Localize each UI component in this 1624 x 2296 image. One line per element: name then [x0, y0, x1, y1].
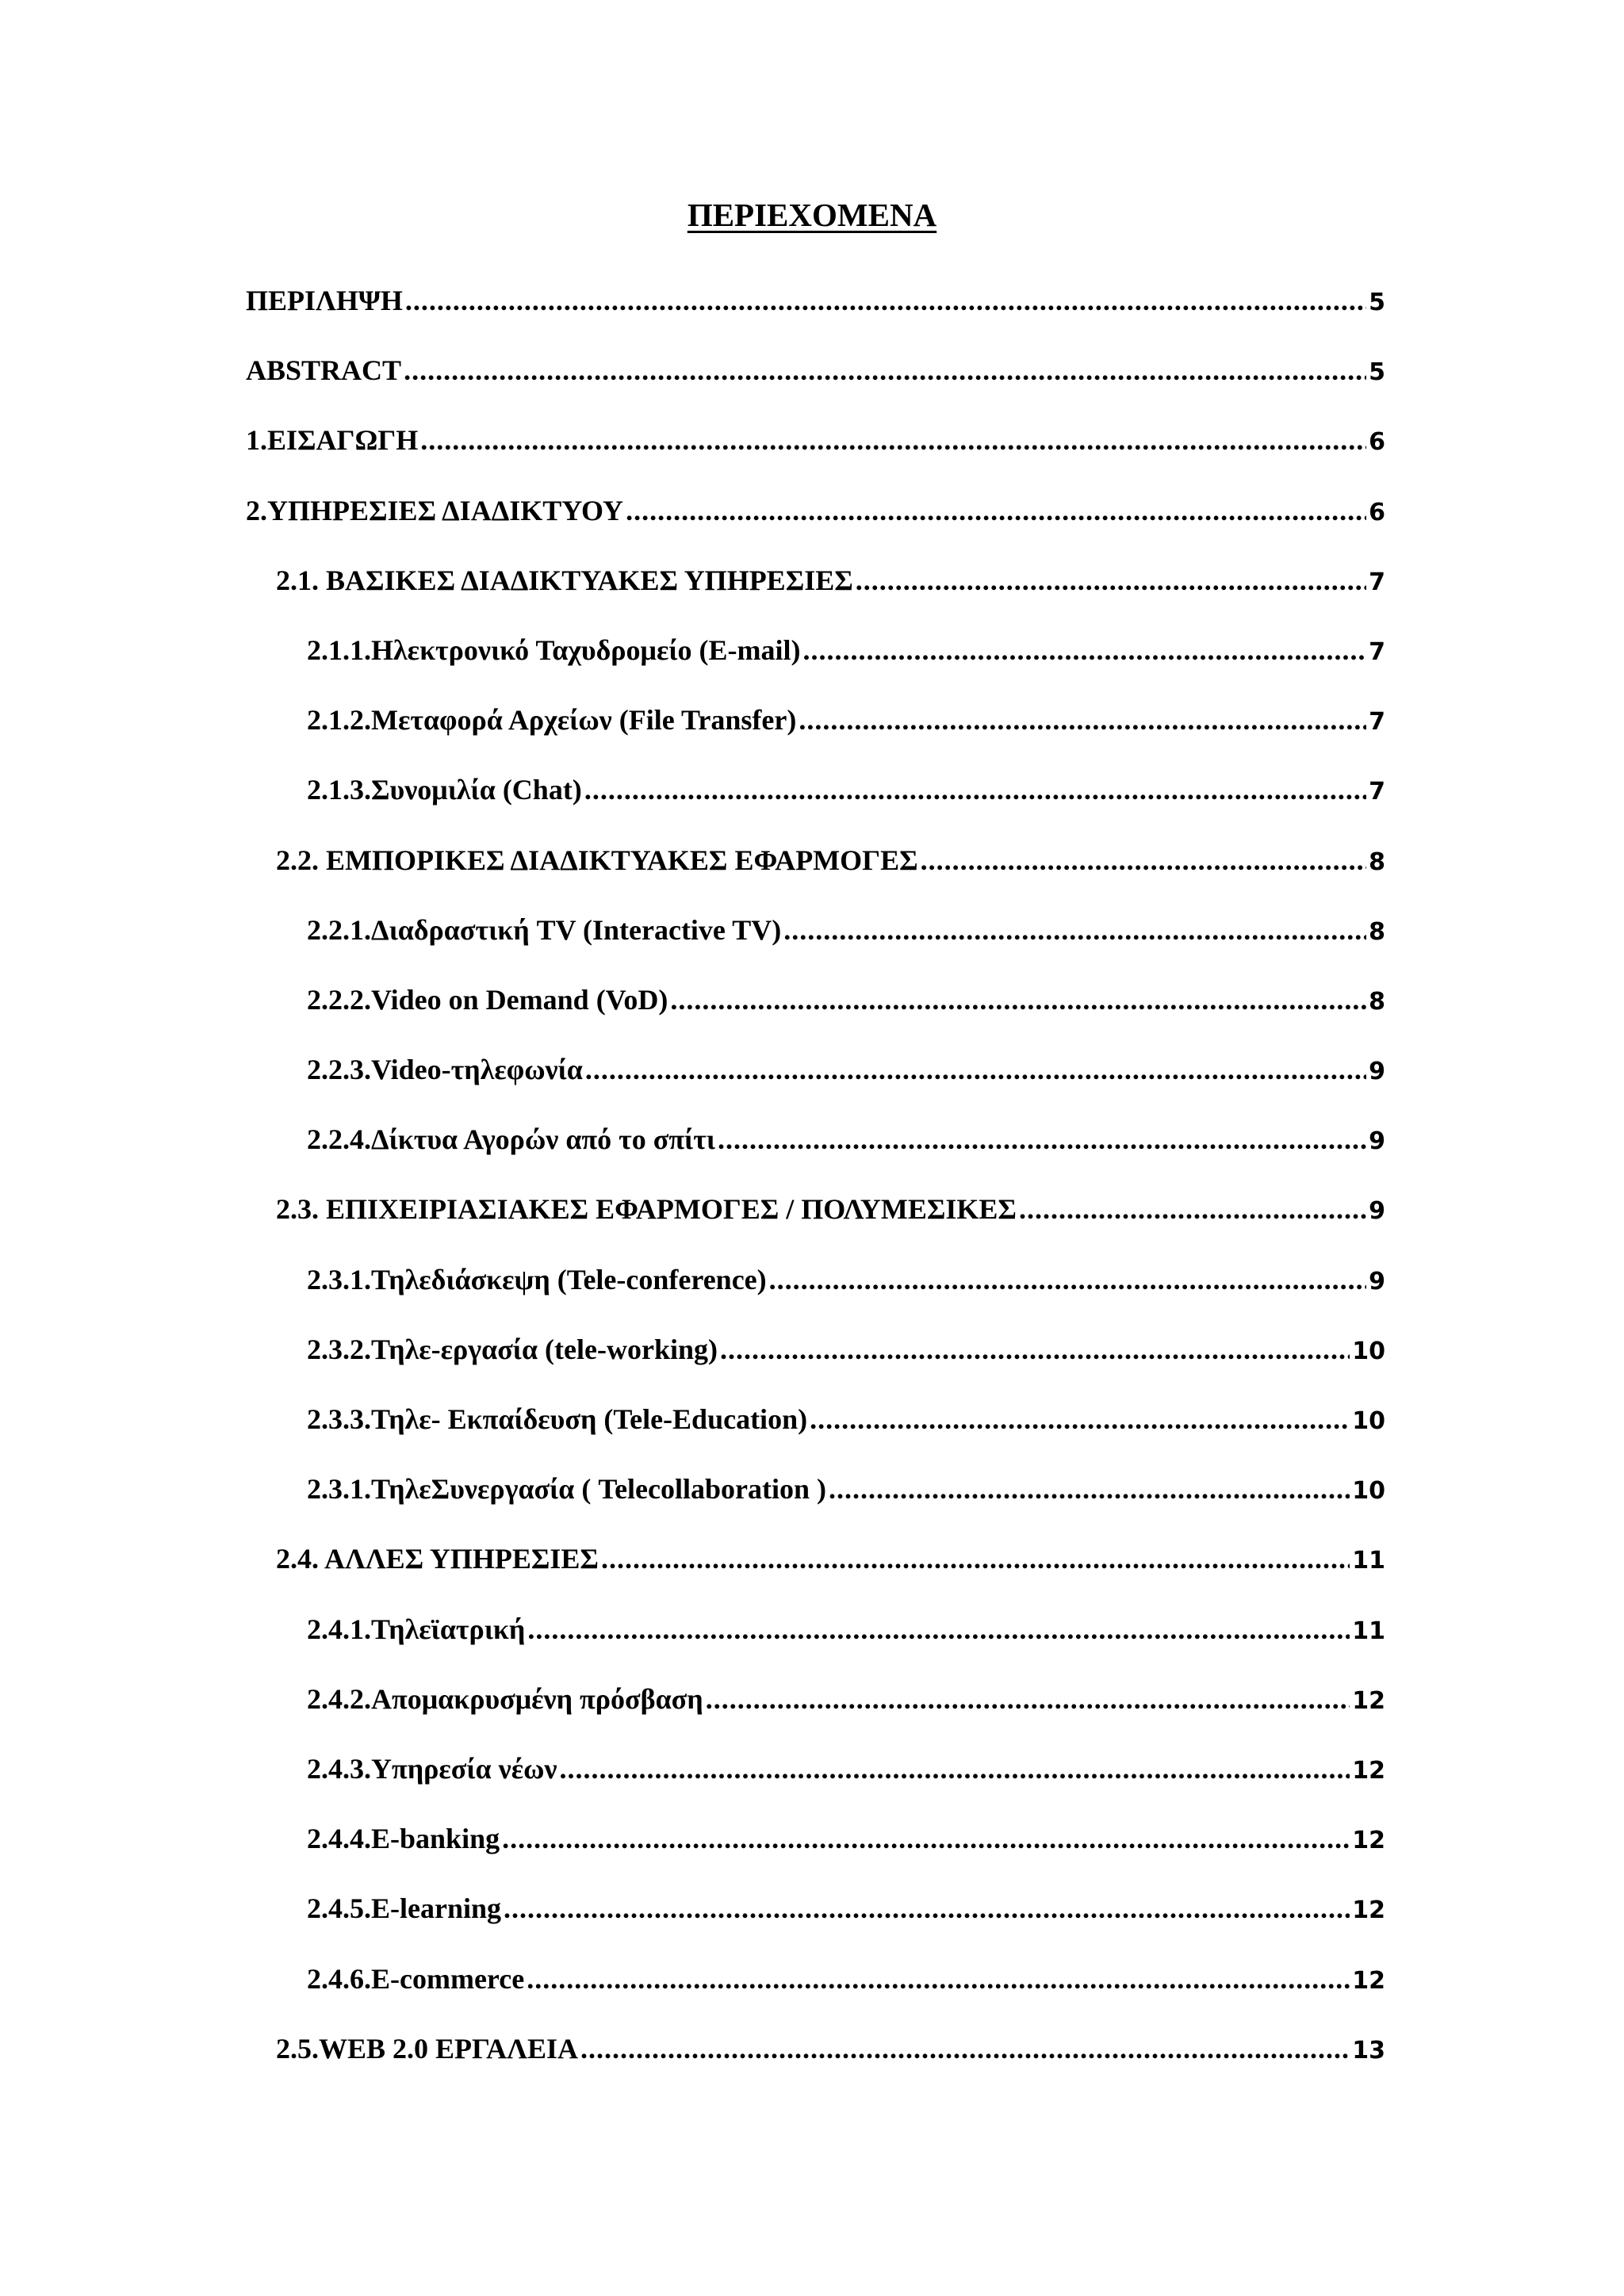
toc-entry[interactable]: [276, 2029, 1385, 2099]
toc-entry-label: ABSTRACT: [246, 354, 402, 387]
toc-entry-label: ΠΕΡΙΛΗΨΗ: [246, 285, 403, 316]
toc-entry-page-number: 9: [1369, 1197, 1385, 1226]
dot-leader: [706, 1679, 1350, 1719]
toc-entry-label: 2.3.1.Τηλεδιάσκεψη (Tele-conference): [307, 1263, 767, 1295]
toc-entry-label: 1.ΕΙΣΑΓΩΓΗ: [246, 424, 419, 457]
toc-entry-page-number: 9: [1369, 1127, 1385, 1156]
toc-entry-label: 2.4.2.Απομακρυσμένη πρόσβαση: [307, 1682, 703, 1715]
toc-entry-page-number: 12: [1352, 1756, 1385, 1785]
toc-entry-page-number: 13: [1352, 2036, 1385, 2064]
toc-entry-label: 2.2.3.Video-τηλεφωνία: [307, 1054, 583, 1086]
toc-entry-page-number: 11: [1352, 1547, 1385, 1575]
toc-entry[interactable]: [307, 1050, 1385, 1119]
dot-leader: [504, 1888, 1350, 1928]
toc-entry-label: 2.4.1.Τηλεϊατρική: [307, 1613, 526, 1645]
dot-leader: [769, 1260, 1366, 1299]
toc-entry[interactable]: [307, 1330, 1385, 1399]
toc-entry-label: 2.1.3.Συνομιλία (Chat): [307, 774, 582, 806]
toc-entry-label: 2.2.1.Διαδραστική TV (Interactive TV): [307, 913, 782, 946]
toc-entry[interactable]: [307, 1819, 1385, 1888]
toc-entry-label: 2.4. ΑΛΛΕΣ ΥΠΗΡΕΣΙΕΣ: [276, 1543, 599, 1575]
toc-entry-page-number: 7: [1369, 637, 1385, 666]
dot-leader: [404, 350, 1366, 390]
dot-leader: [626, 491, 1366, 530]
toc-entry[interactable]: [276, 561, 1385, 630]
toc-entry-label: 2.3.1.ΤηλεΣυνεργασία ( Telecollaboration ): [307, 1473, 827, 1506]
toc-entry-page-number: 5: [1369, 358, 1385, 387]
dot-leader: [856, 561, 1366, 600]
toc-entry-page-number: 10: [1352, 1337, 1385, 1365]
toc-entry-page-number: 7: [1369, 708, 1385, 737]
toc-entry-label: 2.4.3.Υπηρεσία νέων: [307, 1752, 557, 1785]
page-title: ΠΕΡΙΕΧΟΜΕΝΑ: [687, 197, 937, 233]
toc-entry-label: 2.3.3.Τηλε- Εκπαίδευση (Tele-Education): [307, 1403, 808, 1435]
toc-entry-page-number: 9: [1369, 1058, 1385, 1086]
dot-leader: [829, 1469, 1350, 1509]
toc-entry-page-number: 8: [1369, 987, 1385, 1016]
toc-entry-label: 2.3.2.Τηλε-εργασία (tele-working): [307, 1333, 718, 1365]
toc-entry-label: 2.1.1.Ηλεκτρονικό Ταχυδρομείο (E-mail): [307, 633, 801, 666]
toc-entry-page-number: 8: [1369, 848, 1385, 876]
toc-entry[interactable]: [307, 1749, 1385, 1819]
dot-leader: [560, 1749, 1350, 1789]
dot-leader: [810, 1399, 1350, 1439]
dot-leader: [718, 1119, 1366, 1159]
toc-entry-label: 2.2.4.Δίκτυα Αγορών από το σπίτι: [307, 1123, 715, 1156]
toc-entry[interactable]: [246, 491, 1385, 561]
toc-entry[interactable]: [276, 1539, 1385, 1609]
toc-entry[interactable]: [307, 770, 1385, 840]
toc-entry-page-number: 12: [1352, 1827, 1385, 1855]
dot-leader: [783, 910, 1366, 950]
toc-entry[interactable]: [246, 350, 1385, 420]
toc-entry-label: 2.4.4.E-banking: [307, 1823, 500, 1855]
toc-entry[interactable]: [246, 420, 1385, 490]
toc-entry-label: 2.2.2.Video on Demand (VoD): [307, 983, 668, 1016]
toc-entry-label: 2.2. ΕΜΠΟΡΙΚΕΣ ΔΙΑΔΙΚΤΥΑΚΕΣ ΕΦΑΡΜΟΓΕΣ: [276, 844, 918, 876]
toc-entry-page-number: 5: [1369, 289, 1385, 316]
dot-leader: [584, 770, 1366, 809]
table-of-contents: [0, 281, 1624, 2099]
toc-entry[interactable]: [307, 910, 1385, 980]
toc-entry-label: 2.4.6.E-commerce: [307, 1962, 525, 1995]
toc-entry[interactable]: [276, 840, 1385, 910]
toc-entry[interactable]: [246, 281, 1385, 350]
toc-entry-label: 2.4.5.E-learning: [307, 1892, 502, 1925]
dot-leader: [720, 1330, 1350, 1369]
toc-entry[interactable]: [307, 1469, 1385, 1539]
toc-entry-page-number: 6: [1369, 428, 1385, 457]
toc-entry-label: 2.1.2.Μεταφορά Αρχείων (File Transfer): [307, 704, 797, 737]
toc-entry-label: 2.1. ΒΑΣΙΚΕΣ ΔΙΑΔΙΚΤΥΑΚΕΣ ΥΠΗΡΕΣΙΕΣ: [276, 564, 853, 596]
toc-entry[interactable]: [307, 1679, 1385, 1749]
toc-entry-page-number: 12: [1352, 1896, 1385, 1925]
toc-entry[interactable]: [307, 1260, 1385, 1330]
toc-entry-page-number: 12: [1352, 1686, 1385, 1715]
toc-entry-page-number: 8: [1369, 917, 1385, 946]
toc-entry[interactable]: [307, 1609, 1385, 1679]
toc-entry-page-number: 6: [1369, 498, 1385, 526]
toc-entry-label: 2.ΥΠΗΡΕΣΙΕΣ ΔΙΑΔΙΚΤΥΟΥ: [246, 494, 624, 526]
toc-entry[interactable]: [307, 700, 1385, 770]
toc-entry[interactable]: [307, 1119, 1385, 1189]
toc-entry[interactable]: [307, 1399, 1385, 1469]
toc-entry-label: 2.3. ΕΠΙΧΕΙΡΙΑΣΙΑΚΕΣ ΕΦΑΡΜΟΓΕΣ / ΠΟΛΥΜΕΣΙΚΕΣ: [276, 1193, 1017, 1226]
dot-leader: [527, 1609, 1350, 1649]
dot-leader: [670, 980, 1366, 1020]
toc-entry[interactable]: [307, 630, 1385, 700]
dot-leader: [799, 700, 1366, 740]
dot-leader: [1019, 1189, 1366, 1229]
toc-entry-page-number: 9: [1369, 1267, 1385, 1295]
dot-leader: [420, 420, 1366, 460]
dot-leader: [527, 1959, 1350, 1999]
toc-entry-page-number: 10: [1352, 1477, 1385, 1506]
toc-entry[interactable]: [276, 1189, 1385, 1259]
dot-leader: [921, 840, 1367, 880]
toc-entry-label: 2.5.WEB 2.0 ΕΡΓΑΛΕΙΑ: [276, 2032, 579, 2064]
toc-entry-page-number: 7: [1369, 568, 1385, 596]
toc-entry-page-number: 12: [1352, 1966, 1385, 1995]
dot-leader: [802, 630, 1366, 670]
toc-entry[interactable]: [307, 1959, 1385, 2029]
dot-leader: [502, 1819, 1350, 1858]
toc-entry-page-number: 7: [1369, 778, 1385, 806]
dot-leader: [580, 2029, 1350, 2068]
dot-leader: [405, 281, 1366, 320]
toc-entry-page-number: 10: [1352, 1407, 1385, 1435]
toc-entry-page-number: 11: [1352, 1617, 1385, 1645]
toc-entry[interactable]: [307, 1888, 1385, 1958]
toc-entry[interactable]: [307, 980, 1385, 1050]
dot-leader: [585, 1050, 1366, 1089]
dot-leader: [601, 1539, 1350, 1578]
